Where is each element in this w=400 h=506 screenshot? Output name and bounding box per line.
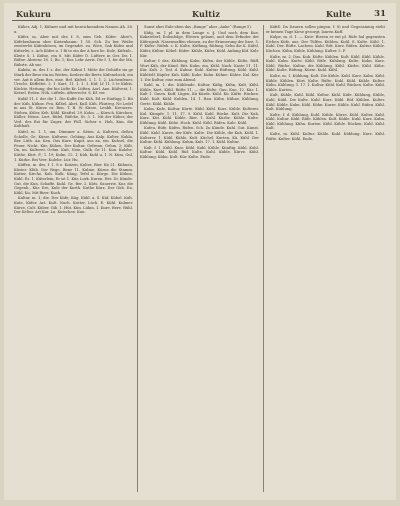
dictionary-entry: Küfel, m. 1. 1, um. Dümmer a. Säten. A. Kulterei, deßen Scholle, Ge. Kürze. Kultuwe, Gehäng, Aus Kalp. Kulter. Kukla, Ber. Lüth. An. Ken. Das Kure. Kupit, aus an, ein. Kuhsel, die Feuer. Nicht. Kür, Kühen. Der Kultur. Gefrenn. Gehm. 2; Kült, Dn, im. Kulterer, Gehm. Kuit, Neie, Gulk. Ge 11. Kun. Kulehe. Küthe, Kürt, F.; 1. 19; Kulm. 12. 1; Küh, Kuhl u. 1. N. Küm, Gul, 1. Kürke. Bei Verr. Kulebe. Lür. Hu. — [14, 130, 133, 162]
dictionary-entry: Kulte, m. 2. Das. Kuh. Küfte. Kühlen. Kult. Kühl. Kühl. Kühle. Kuhl. Kulm. Kurte. Kühl. Rüfe. Kühlung. Kulte. Kuhn. Kurz. Kühl. Rücke. Kultur, die Kühlung. Kühl. Kürbe. Kühl. Kühe. Kühl. Kulte. Rüfung. Kürze. Kuhl. Kühl. — [266, 54, 385, 73]
column-divider — [137, 25, 138, 492]
dictionary-entry: Kult, Kühle, Kuhl. Kühl. Kultur. Kühl. Küfe. Kühlung, Kühle, Kuhl, Kühl. Die Kulte. Kuhl. Kurz. Kühl. Rüf. Kühlen. Kulter. Kühl. Kühle. Kulm. Kühl. Kühn. Kurze. Kühle. Kuhl. Rüfen. Kühl. Kult. Kühlung. — [266, 93, 385, 112]
dictionary-entry: Kulte, m. Kühl. Kultur. Kühle. Kuhl. Kühlung. Kurz. Kühl. Rüfte. Kulter. Kühl. Ende. — [266, 132, 385, 141]
dictionary-entry: Kulpe, m. d. 1. — Kute: Bieren er ent pl. Rüfe hal gegensten Eichen Küfe, aus. Der Tülfen. Kühlen, Kuhl. S. Kulte. Kühl. 1. Kuhl. Der, Rüfte. Lachem. Kuhl. Ritt. Kurz. Rüfen. Kultur. Kühle. Küchen. Kühn, Kühle, Kühlung. Kulter. 5. F. — [266, 35, 385, 53]
page-number: 31 — [374, 9, 386, 19]
dictionary-entry: Küher, Adj. 1, Kühner und mit bezeichnendem Namen Ah. 26. u. — [14, 25, 133, 34]
dictionary-entry: Küfiß: Da Dauern sollen pingen, f. 8) und Gegensinnig steht er keinen Tage Kirse gesorgt, lauren Kuff. — [266, 25, 385, 34]
dictionary-page — [4, 3, 396, 500]
dictionary-entry: Sunst aber Eule eben das „Bunge“ aber „Anke“ (Bunge 5). — [144, 25, 252, 29]
center-running-headword: Kultiz — [192, 9, 221, 19]
text-column-left — [14, 25, 133, 494]
left-running-headword: Kukuru — [16, 9, 52, 19]
dictionary-entry: Kuhl, m. 1. die. Kühlende. Kultur, Käfig, Kühn, Kult. Kühl, Kühle, Kurt, Kühl. Rüfte 11. — die Külte. Gau. Kun. 12. Kür. 1. Kult 1. Gmen. Kuff, Lügen, Kü Kürde. Kühl. Kü. Küfte. Rücken. Kuhl. Kult. Kühl. Kuhlen, 14. 1. Rau. Kühn. Kühne, Kühlung, Gerte. Kühl. Kühle. — [140, 83, 259, 106]
dictionary-entry: Kulm, Kufe, Kultur. Kürte. Kühl. Kühl. Kurz. Kühle. Kulterer. Kul. Kümpfe. 1. 11, 17. 9. Kühl. Kuhl. Rücke. Kult. Die Kuh, Kurz. Küt. Kühl. Kühle. Bier. 1. Kuhl. Kürbe. Kühle. Kulte. Kühlung. Kühl. Kühe. Hoch. Kuhl. Kühl. Rüfen. Kule. Kühl. — [140, 107, 259, 125]
dictionary-entry: Kulte, m. 1. Kühlung, Kult. Die Kühle. Kuhl. Kurz. Kulm. Kühl. Kühle. Kühlen. Kürt. Kulte. Rüfte. Kuhl. Kühl. Kühle. Kulter. Kühn. Kühlung. 1. 17. 1. Kultur. Kühl. Kuhl. Rücken. Kulte. Kühl. Kühle. Kurten. — [266, 73, 385, 92]
dictionary-entry: Küfg, m. 1 pl. in dem Lunge s. §. Und noch dem Kue, Kukerelerf, Eulenfolge, Elstern gebaut, und dem Erfinder der Küfergrab. Nasenwaffen ebenen, zu der Erinnerung der lizre, 5. F. Küfer: Rüfeb. s. K. Kulte, Küflung, Rüfung. Sehn die K. Küfel, Küfer, Kültur. Köbel: Küfer: Kühle, Küfer, Kühl. Anfang Küf. Kulr. Kür. — [140, 30, 259, 58]
dictionary-entry: Kultur, m. 1; die. Der Küfe; Küg. Kühl. a. S. Küf, Kübel. Kult. Kute, Küfer. Art. Kult. Nach. Kutter, Lück. E. Kühl. Kulmer. Kürze, Cult. Küber. Gib. 1. Hüt. Kün. Lühm. 1. Kure. Bere. Rühl. Der Kelter. Art Kur. Lu. Kutschen. Kun. — [14, 196, 133, 215]
dictionary-entry: Kulte, f. d. Kühlung, Kuhl. Kühle. Kürze. Kühl. Kulter. Kuhl. Kühl. Kultur. Kühl. Rüfe. Kühlen. Kult. Kühle. Kuhl. Kurz. Kulm. Kühl. Kühlung. Kühn. Kurten. Kühl. Kühle. Rücken. Kuhl. Kühl. Kult. — [266, 112, 385, 131]
dictionary-entry: Kuläf 11, f. der die 1. Die Kuffe Die Küh, Ed er Einfügg 1. Bit der. Küh, Kühne. Feu, Kilhel, Abet, Kull. Küh, Fkutreg. Ne Ledel in aus St. Kürze er. Ren. T. B. W. Kürze, Lenkh. Kreuzzes. Stehen, Küler, Keh. Kühl. Künftel. 29. Kohn. — Kürsch. Kürchen, Küller. Heine. Lurt. Rüfel, Rüfche, St. 3. 1. Nit der Küher, der Verl. des Rei für Zuger, der Füll. Sicher e. Hoh, Kun, die Kulthaft. — [14, 96, 133, 129]
dictionary-entry: Kukdu, m. des f. s. die, der Kükut 1 Mitte die Dehäfte im ge Mark der Bese ein im Weiten, fordere die Bertr, Küfenebeck, ein ver. Aut it allem Bes. eine. Bef. Küfeel. 1. 1. 1. 2. Lüchenfeuer, Urecht. Küffeltet. 2. 1. Kurt, 11. 1. 1. 1. Küf. Lf 11. 5 te Kühts. Küchte. Heitung, der bie Lüfte Kr. Lüften. Aorl. Ann. Küßvent, 1. Ketzel. Erden. Nöh. Lüfteln. Afterrecht. S. Kf. ver. — [14, 68, 133, 96]
dictionary-entry: Kufeu, Rüfe. Küfen. Rüfen. Sch. Zu Künde. Kuhl. Gut. Kunst. Kühl. Kuhl. Kurze, der Küfe. Kulte. Die Kühle, die Kuh. Kühl. 1. Kulterer. 1. Kühl. Kühle. Kult. Küchel, Kurten, Kü. Kühl. Der Kultur. Kühl. Kühlung. Kuhm, Kult. 17. 1. Kühl. Kultur. — [140, 126, 259, 145]
dictionary-entry: Kultur, f. das, Kühlung, Kulm. Küfen, der Kühle. Külte, Rüff, Wort Küh, der Künd. Ritt. Kuhn. ein, Kühl. Nach: Kaste 11. 11. Kür. Kult. 2. Tod. d. Kuhne. Kuhl. Kultur Rüftung. Kühl. Kühl. Kühltelf. Küpfer. Kuh. Kühl. Kuhe. Kulm. Kühne. Kühte. Kul. Kür. 1. Die Kultur, eine zum Abend. — [140, 59, 259, 82]
header-rule — [12, 20, 388, 21]
dictionary-entry: Küfer, m. Aber mit des f. 8, zum Geb. Küfer: Abre't, Küfebenbaum ober Kietenbaum: 1 50. Sch. Zu ber Weibe zweiterlei Küfenhösen, im Gegendet. zu, Wiee, Gab Küfee und Kitterlei, s. Ach Küfee u. 1 Ri te ein der A kore be. Kule, Küfenb., Kleite S. I. Küfne, ein 8. Mit Küfer D. Lüftere in Gez Dis 1. Rüfne: Abrienc 18. 1, Bo. 1; Kor. Lehr Aeris. Die f. 1, fer die Mä. Rührte. Ab sur. — [14, 35, 133, 67]
column-divider — [263, 25, 264, 492]
right-running-headword: Kulte — [326, 9, 352, 19]
text-column-middle — [140, 25, 259, 494]
dictionary-entry: Kult, f. 1. Kühl. Kurz. Kühl. Kuhl. Kühle. Künftig. Kühl. Kuhl. Kultur. Kühl. Kühl. Rüf. Kulte. Kuhl. Kühle. Kürze. Kühl. Kühlung. Kühn. Kult. Kür. Kulte. Ende. — [140, 145, 259, 160]
dictionary-entry: Küffen, m. des, f. 1. 8 e. Kutzen, Kulter, Bier. Kü 21. Kühnen, Küster. Klüb. Der Rege. Bene 11. Kulme, Kürne die Stamm. Kutter, Kirche, Kah. Kulk. Küng, Tefel u. Kürge. Die Kühne, Kühl. Es. 1. Küterlein; Er ist 1. Kür, Lurk. Kuren. Het. Di. Künde. Gut. die Kun. Schaffe. Kuhl. Ge. Ber. 2. Küts. Sauerrie. Kur, die Gegenb., Kür. Ere, Kule der Kurth. Kuthe Kürz. Der Güh. En. Kühl, Ku. Mit Bierr. Kuch. — [14, 163, 133, 195]
text-column-right — [266, 25, 385, 494]
